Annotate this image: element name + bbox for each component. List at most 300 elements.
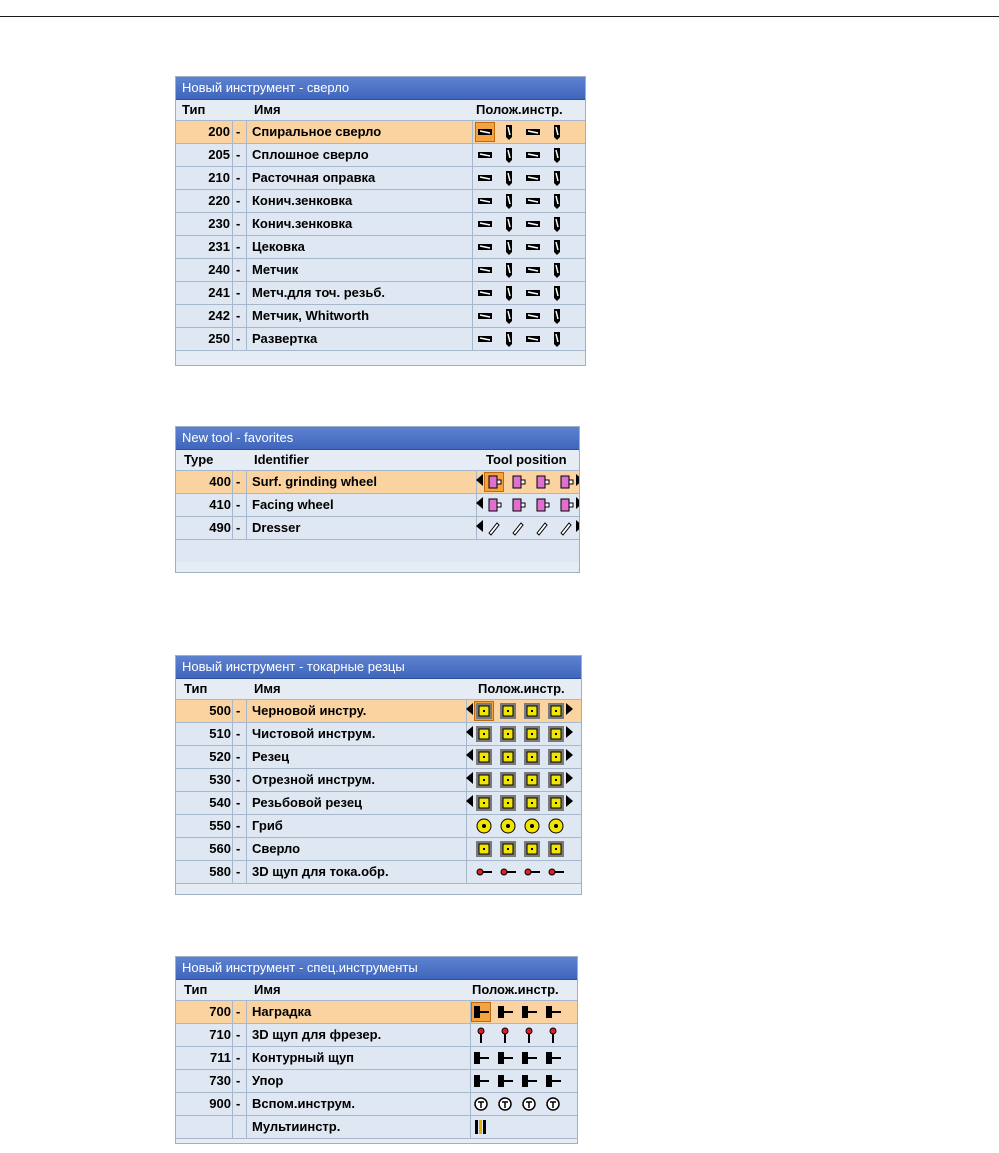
column-divider [246,1093,247,1115]
turning-tool-position-icon[interactable] [523,794,541,812]
turning-tool-position-icon[interactable] [499,748,517,766]
table-header [176,980,577,1001]
tool-name: Гриб [252,818,283,833]
top-rule [0,16,999,17]
special-tool-position-icon[interactable] [472,1095,490,1113]
column-divider [246,723,247,745]
type-header: Тип [184,982,208,997]
separator-dash: - [236,1027,241,1042]
tool-type-number: 242 [208,308,230,323]
turning-tool-position-icon[interactable] [475,725,493,743]
table-row[interactable] [176,328,585,351]
drill-position-icon[interactable] [524,261,542,279]
tool-list [176,121,585,351]
turning-tool-position-icon[interactable] [475,748,493,766]
grinding-wheel-position-icon[interactable] [509,473,527,491]
grinding-wheel-position-icon[interactable] [509,519,527,537]
column-divider [470,1070,471,1092]
turning-tool-position-icon[interactable] [523,771,541,789]
table-row[interactable] [176,259,585,282]
special-tool-position-icon[interactable] [520,1049,538,1067]
grinding-wheel-position-icon[interactable] [485,519,503,537]
grinding-wheel-position-icon[interactable] [533,519,551,537]
special-tool-position-icon[interactable] [496,1003,514,1021]
special-tool-position-icon[interactable] [520,1026,538,1044]
drill-position-icon[interactable] [548,261,566,279]
separator-dash: - [236,285,241,300]
special-tool-position-icon[interactable] [472,1049,490,1067]
separator-dash: - [236,193,241,208]
column-divider [246,213,247,235]
scroll-right-arrow-icon[interactable] [566,795,573,807]
scroll-right-arrow-icon[interactable] [566,772,573,784]
special-tool-position-icon[interactable] [520,1003,538,1021]
grinding-wheel-position-icon[interactable] [485,473,503,491]
tool-name: 3D щуп для фрезер. [252,1027,382,1042]
drill-position-icon[interactable] [500,330,518,348]
special-tool-position-icon[interactable] [544,1049,562,1067]
column-divider [232,746,233,768]
separator-dash: - [236,1073,241,1088]
special-tool-position-icon[interactable] [520,1072,538,1090]
table-row[interactable] [176,1116,577,1139]
panel-title: Новый инструмент - спец.инструменты [176,957,577,980]
tool-type-number: 700 [209,1004,231,1019]
column-divider [232,792,233,814]
column-divider [246,1001,247,1023]
table-row[interactable] [176,746,581,769]
turning-tool-position-icon[interactable] [547,748,565,766]
column-divider [472,305,473,327]
tool-type-number: 230 [208,216,230,231]
table-row[interactable] [176,723,581,746]
column-divider [232,1024,233,1046]
column-divider [232,259,233,281]
drill-position-icon[interactable] [500,146,518,164]
grinding-wheel-position-icon[interactable] [509,496,527,514]
turning-tool-position-icon[interactable] [499,702,517,720]
column-divider [246,517,247,539]
drill-position-icon[interactable] [524,123,542,141]
drill-position-icon[interactable] [500,192,518,210]
turning-tool-position-icon[interactable] [523,702,541,720]
turning-tool-position-icon[interactable] [475,817,493,835]
tool-name: Чистовой инструм. [252,726,376,741]
special-tool-position-icon[interactable] [472,1026,490,1044]
turning-tool-position-icon[interactable] [547,817,565,835]
column-divider [246,1116,247,1138]
separator-dash: - [236,239,241,254]
special-tool-position-icon[interactable] [472,1118,490,1136]
drill-position-icon[interactable] [476,284,494,302]
separator-dash: - [236,772,241,787]
column-divider [246,1024,247,1046]
special-tool-position-icon[interactable] [496,1026,514,1044]
column-divider [472,213,473,235]
turning-tool-position-icon[interactable] [499,817,517,835]
position-header: Полож.инстр. [476,102,563,117]
table-row[interactable] [176,144,585,167]
table-header [176,450,579,471]
tool-type-number: 550 [209,818,231,833]
tool-type-number: 231 [208,239,230,254]
tool-type-number: 220 [208,193,230,208]
column-divider [246,700,247,722]
column-divider [246,121,247,143]
turning-tool-position-icon[interactable] [499,794,517,812]
panel-title: Новый инструмент - сверло [176,77,585,100]
tool-type-number: 711 [210,1050,231,1065]
tool-type-number: 241 [208,285,230,300]
column-divider [246,494,247,516]
drill-position-icon[interactable] [500,169,518,187]
column-divider [472,282,473,304]
drill-position-icon[interactable] [548,215,566,233]
table-row[interactable] [176,838,581,861]
separator-dash: - [236,864,241,879]
column-divider [232,1001,233,1023]
name-header: Имя [254,681,281,696]
drill-position-icon[interactable] [548,238,566,256]
tool-type-number: 530 [209,772,231,787]
separator-dash: - [236,726,241,741]
table-row[interactable] [176,700,581,723]
drill-position-icon[interactable] [548,330,566,348]
table-row[interactable] [176,517,579,540]
turning-tool-position-icon[interactable] [475,702,493,720]
table-row[interactable] [176,1001,577,1024]
separator-dash: - [236,818,241,833]
scroll-left-arrow-icon[interactable] [466,749,473,761]
scroll-left-arrow-icon[interactable] [466,772,473,784]
column-divider [246,838,247,860]
column-divider [232,723,233,745]
turning-tools-panel [175,655,582,895]
tool-name: Мультиинстр. [252,1119,341,1134]
table-row[interactable] [176,792,581,815]
column-divider [472,121,473,143]
drill-position-icon[interactable] [476,330,494,348]
separator-dash: - [236,749,241,764]
drill-position-icon[interactable] [548,146,566,164]
column-divider [246,1047,247,1069]
separator-dash: - [236,331,241,346]
drill-position-icon[interactable] [500,307,518,325]
column-divider [246,236,247,258]
tool-type-number: 500 [209,703,231,718]
table-row[interactable] [176,1047,577,1070]
turning-tool-position-icon[interactable] [523,840,541,858]
column-divider [472,328,473,350]
drill-position-icon[interactable] [548,284,566,302]
column-divider [232,236,233,258]
tool-type-number: 490 [209,520,231,535]
empty-row [176,540,579,562]
scroll-right-arrow-icon[interactable] [576,474,580,486]
drill-position-icon[interactable] [476,146,494,164]
turning-tool-position-icon[interactable] [547,794,565,812]
special-tool-position-icon[interactable] [472,1003,490,1021]
column-divider [466,861,467,883]
drill-position-icon[interactable] [524,307,542,325]
tool-name: Резьбовой резец [252,795,363,810]
column-divider [472,167,473,189]
column-divider [232,838,233,860]
special-tool-position-icon[interactable] [544,1095,562,1113]
column-divider [232,1047,233,1069]
scroll-left-arrow-icon[interactable] [476,520,483,532]
column-divider [246,190,247,212]
drill-position-icon[interactable] [500,238,518,256]
drill-position-icon[interactable] [524,238,542,256]
column-divider [232,1070,233,1092]
separator-dash: - [236,1004,241,1019]
column-divider [232,861,233,883]
turning-tool-position-icon[interactable] [475,840,493,858]
turning-tool-position-icon[interactable] [547,863,565,881]
column-divider [246,282,247,304]
column-divider [246,815,247,837]
turning-tool-position-icon[interactable] [499,725,517,743]
tool-list [176,700,581,884]
special-tool-position-icon[interactable] [520,1118,538,1136]
turning-tool-position-icon[interactable] [547,840,565,858]
grinding-wheel-position-icon[interactable] [485,496,503,514]
scroll-left-arrow-icon[interactable] [476,474,483,486]
drill-position-icon[interactable] [524,169,542,187]
grinding-wheel-position-icon[interactable] [533,496,551,514]
tool-name: Dresser [252,520,301,535]
separator-dash: - [236,703,241,718]
table-row[interactable] [176,1070,577,1093]
column-divider [246,305,247,327]
table-row[interactable] [176,1024,577,1047]
table-row[interactable] [176,494,579,517]
position-header: Tool position [486,452,567,467]
scroll-right-arrow-icon[interactable] [566,703,573,715]
tool-name: Сверло [252,841,301,856]
grinding-wheel-position-icon[interactable] [557,496,575,514]
drill-position-icon[interactable] [500,284,518,302]
name-header: Имя [254,102,281,117]
panel-title: New tool - favorites [176,427,579,450]
drill-position-icon[interactable] [476,307,494,325]
tool-name: Развертка [252,331,318,346]
tool-type-number: 560 [209,841,231,856]
drill-position-icon[interactable] [500,215,518,233]
scroll-left-arrow-icon[interactable] [466,726,473,738]
tool-type-number: 510 [209,726,231,741]
tool-type-number: 210 [208,170,230,185]
name-header: Identifier [254,452,309,467]
separator-dash: - [236,124,241,139]
drill-position-icon[interactable] [524,284,542,302]
special-tool-position-icon[interactable] [496,1095,514,1113]
drill-position-icon[interactable] [476,192,494,210]
tool-name: Цековка [252,239,305,254]
column-divider [232,494,233,516]
drill-position-icon[interactable] [524,215,542,233]
drill-position-icon[interactable] [548,307,566,325]
drill-position-icon[interactable] [476,169,494,187]
name-header: Имя [254,982,281,997]
column-divider [232,144,233,166]
drill-position-icon[interactable] [548,123,566,141]
table-row[interactable] [176,121,585,144]
column-divider [232,815,233,837]
scroll-left-arrow-icon[interactable] [476,497,483,509]
table-row[interactable] [176,769,581,792]
tool-type-number: 205 [208,147,230,162]
tool-name: Конич.зенковка [252,193,353,208]
scroll-right-arrow-icon[interactable] [566,726,573,738]
grinding-wheel-position-icon[interactable] [557,473,575,491]
drill-position-icon[interactable] [524,146,542,164]
separator-dash: - [236,170,241,185]
separator-dash: - [236,474,241,489]
special-tool-position-icon[interactable] [544,1003,562,1021]
turning-tool-position-icon[interactable] [475,794,493,812]
column-divider [232,121,233,143]
special-tool-position-icon[interactable] [544,1118,562,1136]
table-row[interactable] [176,305,585,328]
drill-position-icon[interactable] [476,261,494,279]
tool-list [176,1001,577,1139]
tool-type-number: 400 [209,474,231,489]
column-divider [232,1116,233,1138]
favorites-tools-panel [175,426,580,573]
type-header: Тип [184,681,208,696]
special-tool-position-icon[interactable] [544,1026,562,1044]
tool-name: Конич.зенковка [252,216,353,231]
table-row[interactable] [176,1093,577,1116]
position-header: Полож.инстр. [472,982,559,997]
tool-type-number: 580 [209,864,231,879]
column-divider [246,144,247,166]
table-row[interactable] [176,815,581,838]
column-divider [472,144,473,166]
turning-tool-position-icon[interactable] [523,748,541,766]
turning-tool-position-icon[interactable] [547,771,565,789]
separator-dash: - [236,308,241,323]
tool-type-number: 730 [209,1073,231,1088]
separator-dash: - [236,795,241,810]
turning-tool-position-icon[interactable] [523,725,541,743]
separator-dash: - [236,262,241,277]
table-row[interactable] [176,861,581,884]
drill-position-icon[interactable] [548,169,566,187]
scroll-left-arrow-icon[interactable] [466,703,473,715]
separator-dash: - [236,147,241,162]
tool-type-number: 540 [209,795,231,810]
turning-tool-position-icon[interactable] [547,725,565,743]
column-divider [246,746,247,768]
grinding-wheel-position-icon[interactable] [533,473,551,491]
drill-position-icon[interactable] [500,261,518,279]
tool-name: Сплошное сверло [252,147,369,162]
separator-dash: - [236,520,241,535]
drill-position-icon[interactable] [476,238,494,256]
drill-position-icon[interactable] [524,192,542,210]
turning-tool-position-icon[interactable] [475,771,493,789]
special-tool-position-icon[interactable] [472,1072,490,1090]
special-tool-position-icon[interactable] [520,1095,538,1113]
drill-tools-panel [175,76,586,366]
scroll-left-arrow-icon[interactable] [466,795,473,807]
type-header: Type [184,452,214,467]
column-divider [466,815,467,837]
turning-tool-position-icon[interactable] [499,771,517,789]
turning-tool-position-icon[interactable] [547,702,565,720]
turning-tool-position-icon[interactable] [475,863,493,881]
drill-position-icon[interactable] [548,192,566,210]
tool-name: Спиральное сверло [252,124,382,139]
drill-position-icon[interactable] [524,330,542,348]
scroll-right-arrow-icon[interactable] [576,497,580,509]
special-tool-position-icon[interactable] [496,1118,514,1136]
table-row[interactable] [176,167,585,190]
column-divider [246,471,247,493]
tool-type-number: 900 [209,1096,231,1111]
position-header: Полож.инстр. [478,681,565,696]
tool-type-number: 240 [208,262,230,277]
column-divider [470,1001,471,1023]
table-row[interactable] [176,471,579,494]
column-divider [470,1047,471,1069]
special-tool-position-icon[interactable] [496,1072,514,1090]
turning-tool-position-icon[interactable] [499,840,517,858]
tool-name: Вспом.инструм. [252,1096,355,1111]
tool-name: 3D щуп для тока.обр. [252,864,389,879]
column-divider [472,259,473,281]
turning-tool-position-icon[interactable] [523,863,541,881]
table-row[interactable] [176,213,585,236]
scroll-right-arrow-icon[interactable] [566,749,573,761]
tool-name: Расточная оправка [252,170,376,185]
turning-tool-position-icon[interactable] [499,863,517,881]
column-divider [232,305,233,327]
column-divider [246,328,247,350]
table-row[interactable] [176,236,585,259]
column-divider [472,190,473,212]
drill-position-icon[interactable] [476,123,494,141]
turning-tool-position-icon[interactable] [523,817,541,835]
separator-dash: - [236,497,241,512]
tool-list [176,471,579,562]
column-divider [470,1116,471,1138]
table-header [176,679,581,700]
drill-position-icon[interactable] [476,215,494,233]
column-divider [232,213,233,235]
column-divider [246,1070,247,1092]
column-divider [232,328,233,350]
table-row[interactable] [176,282,585,305]
column-divider [470,1093,471,1115]
tool-name: Facing wheel [252,497,334,512]
special-tool-position-icon[interactable] [496,1049,514,1067]
grinding-wheel-position-icon[interactable] [557,519,575,537]
tool-type-number: 410 [209,497,231,512]
tool-name: Упор [252,1073,284,1088]
table-row[interactable] [176,190,585,213]
special-tool-position-icon[interactable] [544,1072,562,1090]
column-divider [232,517,233,539]
separator-dash: - [236,1096,241,1111]
panel-title: Новый инструмент - токарные резцы [176,656,581,679]
scroll-right-arrow-icon[interactable] [576,520,580,532]
column-divider [246,259,247,281]
drill-position-icon[interactable] [500,123,518,141]
